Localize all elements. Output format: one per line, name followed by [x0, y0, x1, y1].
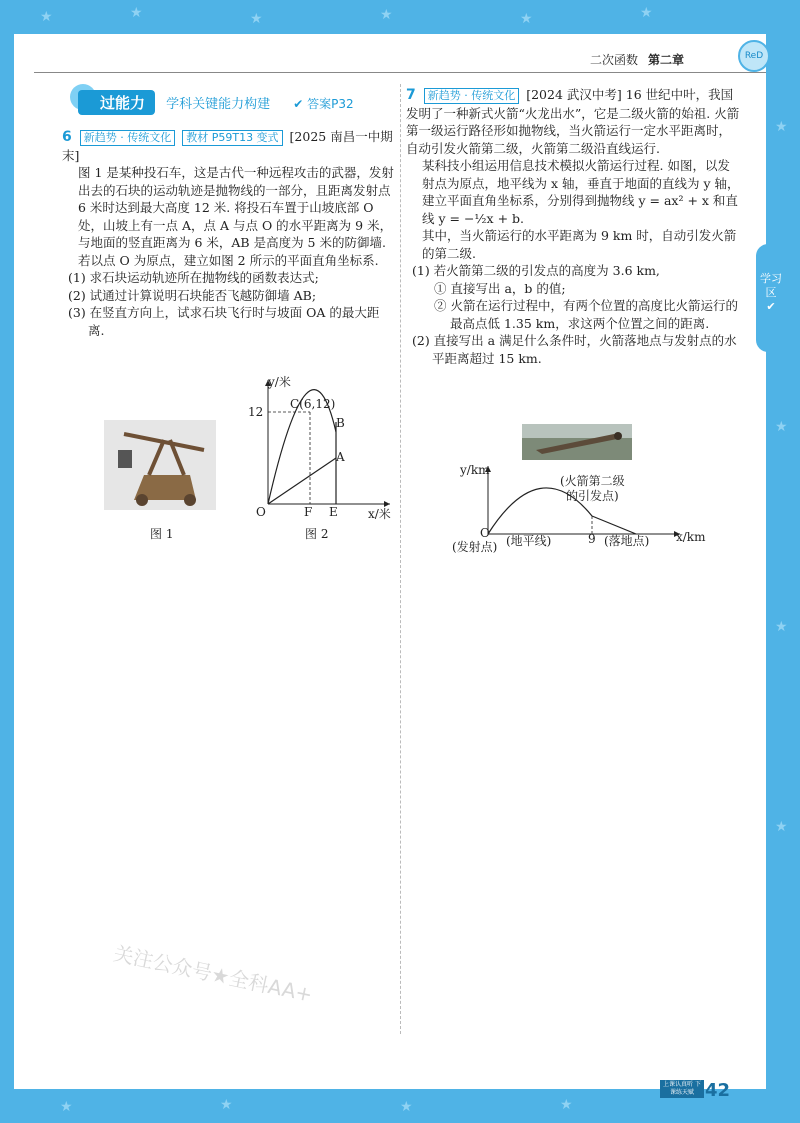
question-body-1: 16 世纪中叶，我国发明了一种新式火箭“火龙出水”，它是二级火箭的始祖. 火箭第一级运行路径形如抛物线，当火箭运行一定水平距离时，自动引发火箭第二级，火箭第二级沿直线运行.	[406, 87, 740, 156]
question-number: 7	[406, 87, 416, 103]
answer-reference: ✔ 答案P32	[293, 97, 354, 111]
rocket-photo	[522, 424, 632, 460]
fig2-point-a: A	[336, 450, 345, 464]
question-6	[62, 128, 394, 339]
question-part-2: (2) 直接写出 a 满足什么条件时，火箭落地点与发射点的水平距离超过 15 km.	[412, 333, 737, 366]
running-header	[590, 51, 684, 68]
graph-launch-point: (发射点)	[452, 540, 498, 554]
section-subtitle: 学科关键能力构建	[166, 97, 271, 112]
tag-trend: 新趋势 · 传统文化	[80, 130, 176, 146]
column-divider	[400, 84, 401, 1034]
side-tab-label: 学习区	[760, 272, 782, 299]
fig2-vertex-label: C(6,12)	[290, 397, 336, 411]
fig2-point-e: E	[329, 505, 338, 519]
question-part-1a: ① 直接写出 a，b 的值;	[434, 280, 566, 296]
star-icon: ★	[640, 5, 653, 21]
page-border-top	[0, 0, 800, 34]
star-icon: ★	[775, 119, 788, 135]
star-icon: ★	[250, 11, 263, 27]
question-part-2: (2) 试通过计算说明石块能否飞越防御墙 AB;	[68, 287, 317, 303]
star-icon: ★	[380, 7, 393, 23]
graph-y-axis-label: y/km	[460, 463, 490, 477]
star-icon: ★	[400, 1099, 413, 1115]
header-chapter: 第二章	[648, 53, 685, 67]
question-source: [2025 南昌一中期末]	[62, 129, 393, 163]
side-tab-study-area: 学习区 ✔	[756, 244, 786, 352]
footer-note: 上课认真听 下课练天赋	[660, 1080, 704, 1098]
question-part-1: (1) 若火箭第二级的引发点的高度为 3.6 km,	[412, 263, 660, 278]
question-part-1b: ② 火箭在运行过程中，有两个位置的高度比火箭运行的最高点低 1.35 km，求这两个位置之间的距离.	[434, 298, 738, 331]
section-title	[78, 90, 354, 120]
page-border-left	[0, 0, 14, 1123]
star-icon: ★	[775, 819, 788, 835]
tag-textbook: 教材 P59T13 变式	[182, 130, 282, 146]
header-logo: ReD	[738, 40, 770, 72]
graph-landing-point: (落地点)	[604, 534, 650, 548]
tag-trend: 新趋势 · 传统文化	[424, 88, 520, 104]
fig2-y-axis-label: y/米	[268, 375, 291, 389]
question-number: 6	[62, 129, 72, 145]
question-source: [2024 武汉中考]	[526, 87, 622, 102]
fig2-x-axis-label: x/米	[368, 507, 391, 521]
star-icon: ★	[775, 419, 788, 435]
question-part-1: (1) 求石块运动轨迹所在抛物线的函数表达式;	[68, 270, 319, 285]
catapult-illustration	[104, 420, 216, 510]
question-body: 图 1 是某种投石车，这是古代一种远程攻击的武器，发射出去的石块的运动轨迹是抛物线的一部分，且距离发射点 6 米时达到最大高度 12 米. 将投石车置于山坡底部 O 处，山坡上有一点 A，点 A 与点 O 的水平距离为 9 米，与地面的竖直距离为 6 米，AB 是高度为 5 米的防御墙. 若以点 O 为原点，建立如图 2 所示的平面直角坐标系.	[78, 165, 394, 268]
fig2-point-f: F	[304, 505, 313, 519]
star-icon: ★	[520, 11, 533, 27]
fig2-y-tick-12: 12	[248, 405, 264, 419]
section-badge: 过能力	[78, 90, 155, 115]
star-icon: ★	[40, 9, 53, 25]
star-icon: ★	[130, 5, 143, 21]
graph-annotation-line-2: 的引发点)	[566, 489, 619, 503]
figure-2-caption: 图 2	[305, 527, 329, 541]
fig2-origin: O	[256, 505, 266, 519]
graph-ground-label: (地平线)	[506, 534, 552, 548]
page-border-right	[766, 0, 800, 1123]
question-part-3: (3) 在竖直方向上，试求石块飞行时与坡面 OA 的最大距离.	[68, 305, 380, 338]
question-body-2: 某科技小组运用信息技术模拟火箭运行过程. 如图，以发射点为原点，地平线为 x 轴，垂直于地面的直线为 y 轴，建立平面直角坐标系，分别得到抛物线 y = ax² + x 和直线 y = −½x + b.	[422, 158, 740, 226]
graph-annotation-line-1: (火箭第二级	[560, 474, 625, 488]
star-icon: ★	[60, 1099, 73, 1115]
figure-2-diagram	[240, 372, 400, 522]
page-number: 42	[705, 1080, 731, 1101]
header-section: 二次函数	[590, 53, 639, 67]
question-body-3: 其中，当火箭运行的水平距离为 9 km 时，自动引发火箭的第二级.	[422, 228, 737, 261]
star-icon: ★	[775, 619, 788, 635]
question-7	[406, 86, 740, 367]
star-icon: ★	[560, 1097, 573, 1113]
graph-origin: O	[480, 526, 490, 540]
watermark: 关注公众号★全科AA+	[111, 941, 315, 1007]
fig2-point-b: B	[336, 416, 345, 430]
header-rule	[34, 72, 766, 73]
figure-1-caption: 图 1	[150, 527, 174, 541]
star-icon: ★	[220, 1097, 233, 1113]
graph-tick-9: 9	[588, 532, 596, 546]
graph-x-axis-label: x/km	[676, 530, 706, 544]
